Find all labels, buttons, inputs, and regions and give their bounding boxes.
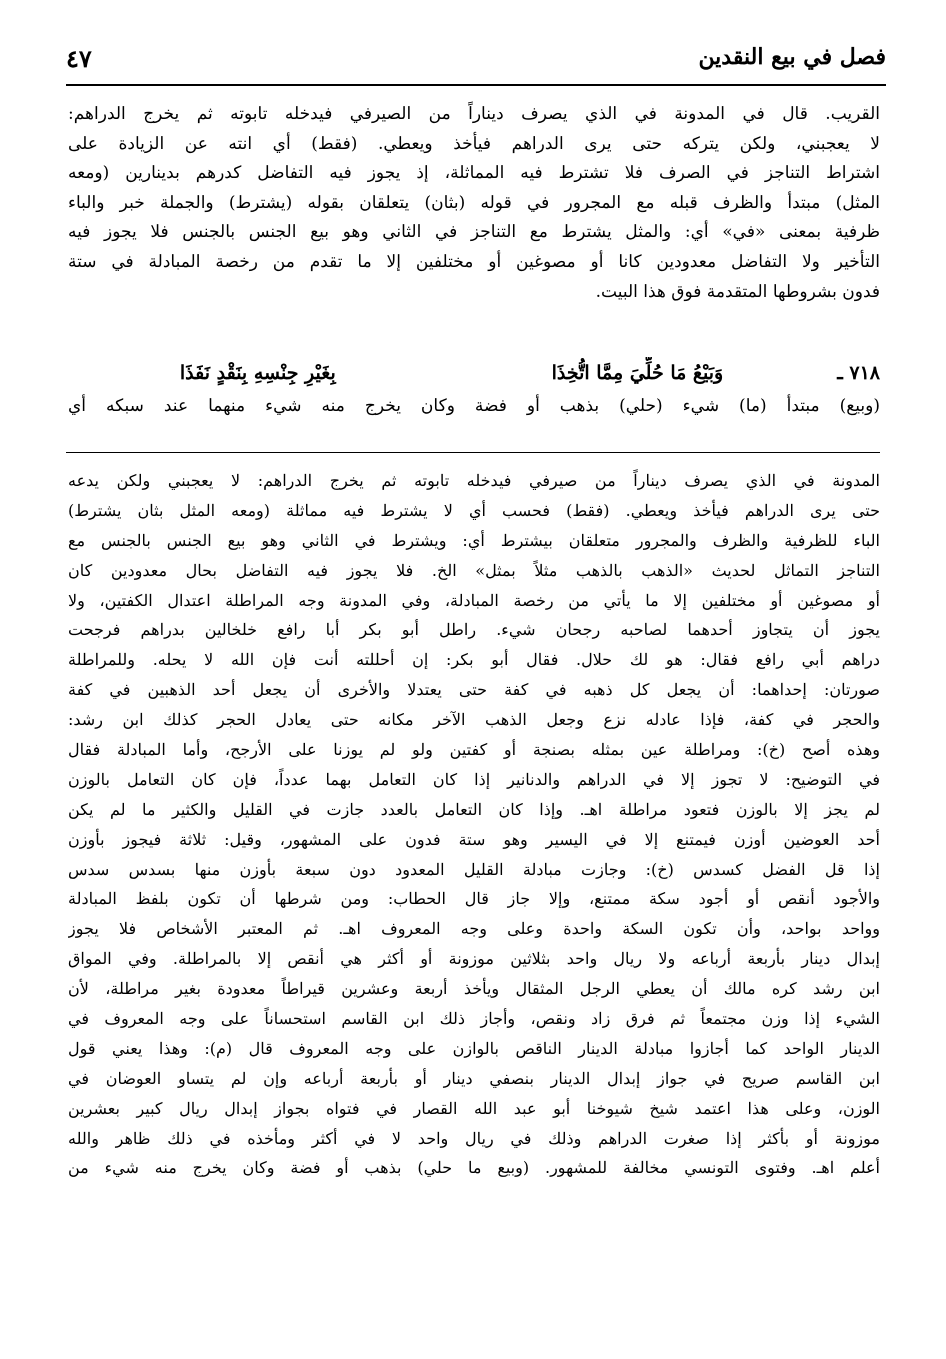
verse-second-hemistich: بِغَيْرِ جِنْسِهِ بِنَقْدٍ نَفَذَا (179, 362, 336, 384)
footnote-line: يجوز أن يتجاوز أحدهما لصاحبه رجحان شيء. راطل أبو بكر أبا رافع خلخالين بدراهم فرجحت (68, 620, 880, 640)
footnote-line: والحجر في كفة، فإذا عادله نزع وجعل الذهب الآخر مكانه حتى يعادل الحجر كذلك ابن رشد: (68, 710, 880, 730)
footnote-line: وواحد بواحد، وأن تكون السكة واحدة وعلى وجه المعروف اهـ. ثم المعتبر الأشخاص فلا يجوز (68, 919, 880, 939)
footnote-line: أحد العوضين أوزن فيمتنع إلا في اليسير وهو ستة فدون على المشهور، وقيل: ثلاثة فيجوز بأوزن (68, 829, 880, 849)
main-text-line: التأخير ولا التفاضل معدودين كانا أو مصوغين أو مختلفين إلا ما تقدم من رخصة المبادلة في ستة (68, 251, 880, 272)
footnote-line: لم يجز إلا بالوزن فتعود مراطلة اهـ. وإذا كان التعامل بالعدد جازت في القليل والكثير ما لم يكن (68, 799, 880, 819)
main-commentary (68, 100, 880, 307)
footnote-line: والأجود أنقص أو أجود سكة ممتنع، وإلا جاز قال الحطاب: ومن شرطها أن تكون بلفظ المبادلة (68, 889, 880, 909)
footnote-line: الوزن، وعلى هذا اعتمد شيخ شيوخنا أبو عبد الله القصار في فتواه بجواز إبدال ريال كبير بعشرين (68, 1098, 880, 1118)
footnote-line: الباء للظرفية والظرف والمجرور متعلقان بيشترط أي: ويشترط في الثاني وهو بيع الجنس بالجنس مع (68, 530, 880, 550)
poem-verse (68, 357, 880, 389)
footnote-line: التناجز التماثل لحديث «الذهب بالذهب مثلاً بمثل» الخ. فلا يجوز فيه التفاضل بحال معدودين كان (68, 560, 880, 580)
footnote-line: الدينار الواحد كما أجازوا مبادلة الدينار الناقص بالوازن على وجه المعروف قال (م): وهذا يعني قول (68, 1038, 880, 1058)
footnote-line: حتى يرى الدراهم فيأخذ ويعطي. (فقط) فحسب أي لا يشترط فيه مماثلة (ومعه المثل بثان يشترط) (68, 500, 880, 520)
footnote-line: إذا قل الفضل كسدس (خ): وجازت مبادلة القليل المعدود دون سبعة بأوزن منها بسدس سدس (68, 859, 880, 879)
main-text-line: لا يعجبني، ولكن يتركه حتى يرى الدراهم فيأخذ ويعطي. (فقط) أي انته عن الزيادة على (68, 133, 880, 154)
footnote-line: موزونة أو بأكثر إذا صغرت الدراهم وذلك في ريال واحد لا في أكثر ومأخذه في ذلك ظاهر والله (68, 1128, 880, 1148)
footnote-line: وهذه أصح (خ): ومراطلة عين بمثله بصنجة أو كفتين ولو لم يوزنا على الأرجح، وأما المبادلة فقال (68, 740, 880, 760)
footnote-line: المدونة في الذي يصرف ديناراً من صيرفي فيدخله تابوته ثم يخرج الدراهم: لا يعجبني ولكن يدعه (68, 471, 880, 490)
page-number: ٤٧ (66, 44, 92, 73)
footnote-line: صورتان: إحداهما: أن يجعل كل ذهبه في كفة حتى يعتدلا والأخرى أن يجعل أحد الذهبين في كفة (68, 680, 880, 700)
verse-first-hemistich: وَبَيْعُ مَا حُلِّيَ مِمَّا اتُّخِذَا (551, 362, 724, 384)
main-text-line: القريب. قال في المدونة في الذي يصرف ديناراً من الصيرفي فيدخله تابوته ثم يخرج الدراهم: (68, 104, 880, 124)
main-text-line: المثل) مبتدأ والظرف قبله مع المجرور في قوله (بثان) يتعلقان بقوله (يشترط) والجملة خبر والباء (68, 192, 880, 213)
footnote-line: الشيء إذا وزن مجتمعاً ثم فرق زاد ونقص، وأجاز ذلك ابن القاسم استحساناً على وجه المعروف في (68, 1009, 880, 1029)
footnote-line: أو مصوغين أو مختلفين إلا ما يأتي من رخصة المبادلة، وفي المدونة وجه المراطلة اعتدال الكفتين، ولا (68, 590, 880, 610)
header-rule (66, 84, 886, 86)
verse-gloss: (وبيع) مبتدأ (ما) شيء (حلي) بذهب أو فضة وكان يخرج منه شيء منهما عند سبكه أي (68, 396, 880, 416)
main-text-line: اشتراط التناجز في الصرف فلا تشترط فيه المماثلة، إذ يجوز فيه التفاضل كدرهم بدينارين (ومعه (68, 163, 880, 184)
running-title: فصل في بيع النقدين (698, 44, 886, 70)
footnote-line: ابن القاسم صريح في جواز إبدال الدينار بنصفي دينار أو بأربعة أرباعه وإن لم يتساو العوضان في (68, 1068, 880, 1088)
verse-number: ٧١٨ ـ (837, 362, 880, 384)
footnote-separator (66, 452, 880, 453)
footnote-line: إبدال دينار بأربعة أرباعه ولا ريال واحد بثلاثين موزونة أو أكثر هي أنقص إلا بالمراطلة. وفي المواق (68, 949, 880, 969)
main-text-line: ظرفية بمعنى «في» أي: والمثل يشترط مع التناجز في الثاني وهو بيع الجنس بالجنس فلا يجوز فيه (68, 222, 880, 243)
page-header (66, 40, 886, 88)
footnote-commentary (68, 466, 880, 1183)
footnote-line: أعلم اهـ. وفتوى التونسي مخالفة للمشهور. (وبيع ما حلي) بذهب أو فضة وكان يخرج منه شيء من (68, 1158, 880, 1178)
main-text-line: فدون بشروطها المتقدمة فوق هذا البيت. (595, 281, 880, 302)
footnote-line: ابن رشد كره مالك أن يعطي الرجل المثقال ويأخذ أربعة وعشرين قيراطاً معدودة بغير مراطلة، لأن (68, 979, 880, 999)
footnote-line: في التوضيح: لا تجوز إلا في الدراهم والدنانير إذا كان التعامل بهما عدداً، فإن كان التعامل بالوزن (68, 769, 880, 789)
footnote-line: دراهم أبي رافع فقال: هو لك حلال. فقال أبو بكر: إن أحللته أنت فإن الله لا يحله. وللمراطلة (68, 650, 880, 670)
